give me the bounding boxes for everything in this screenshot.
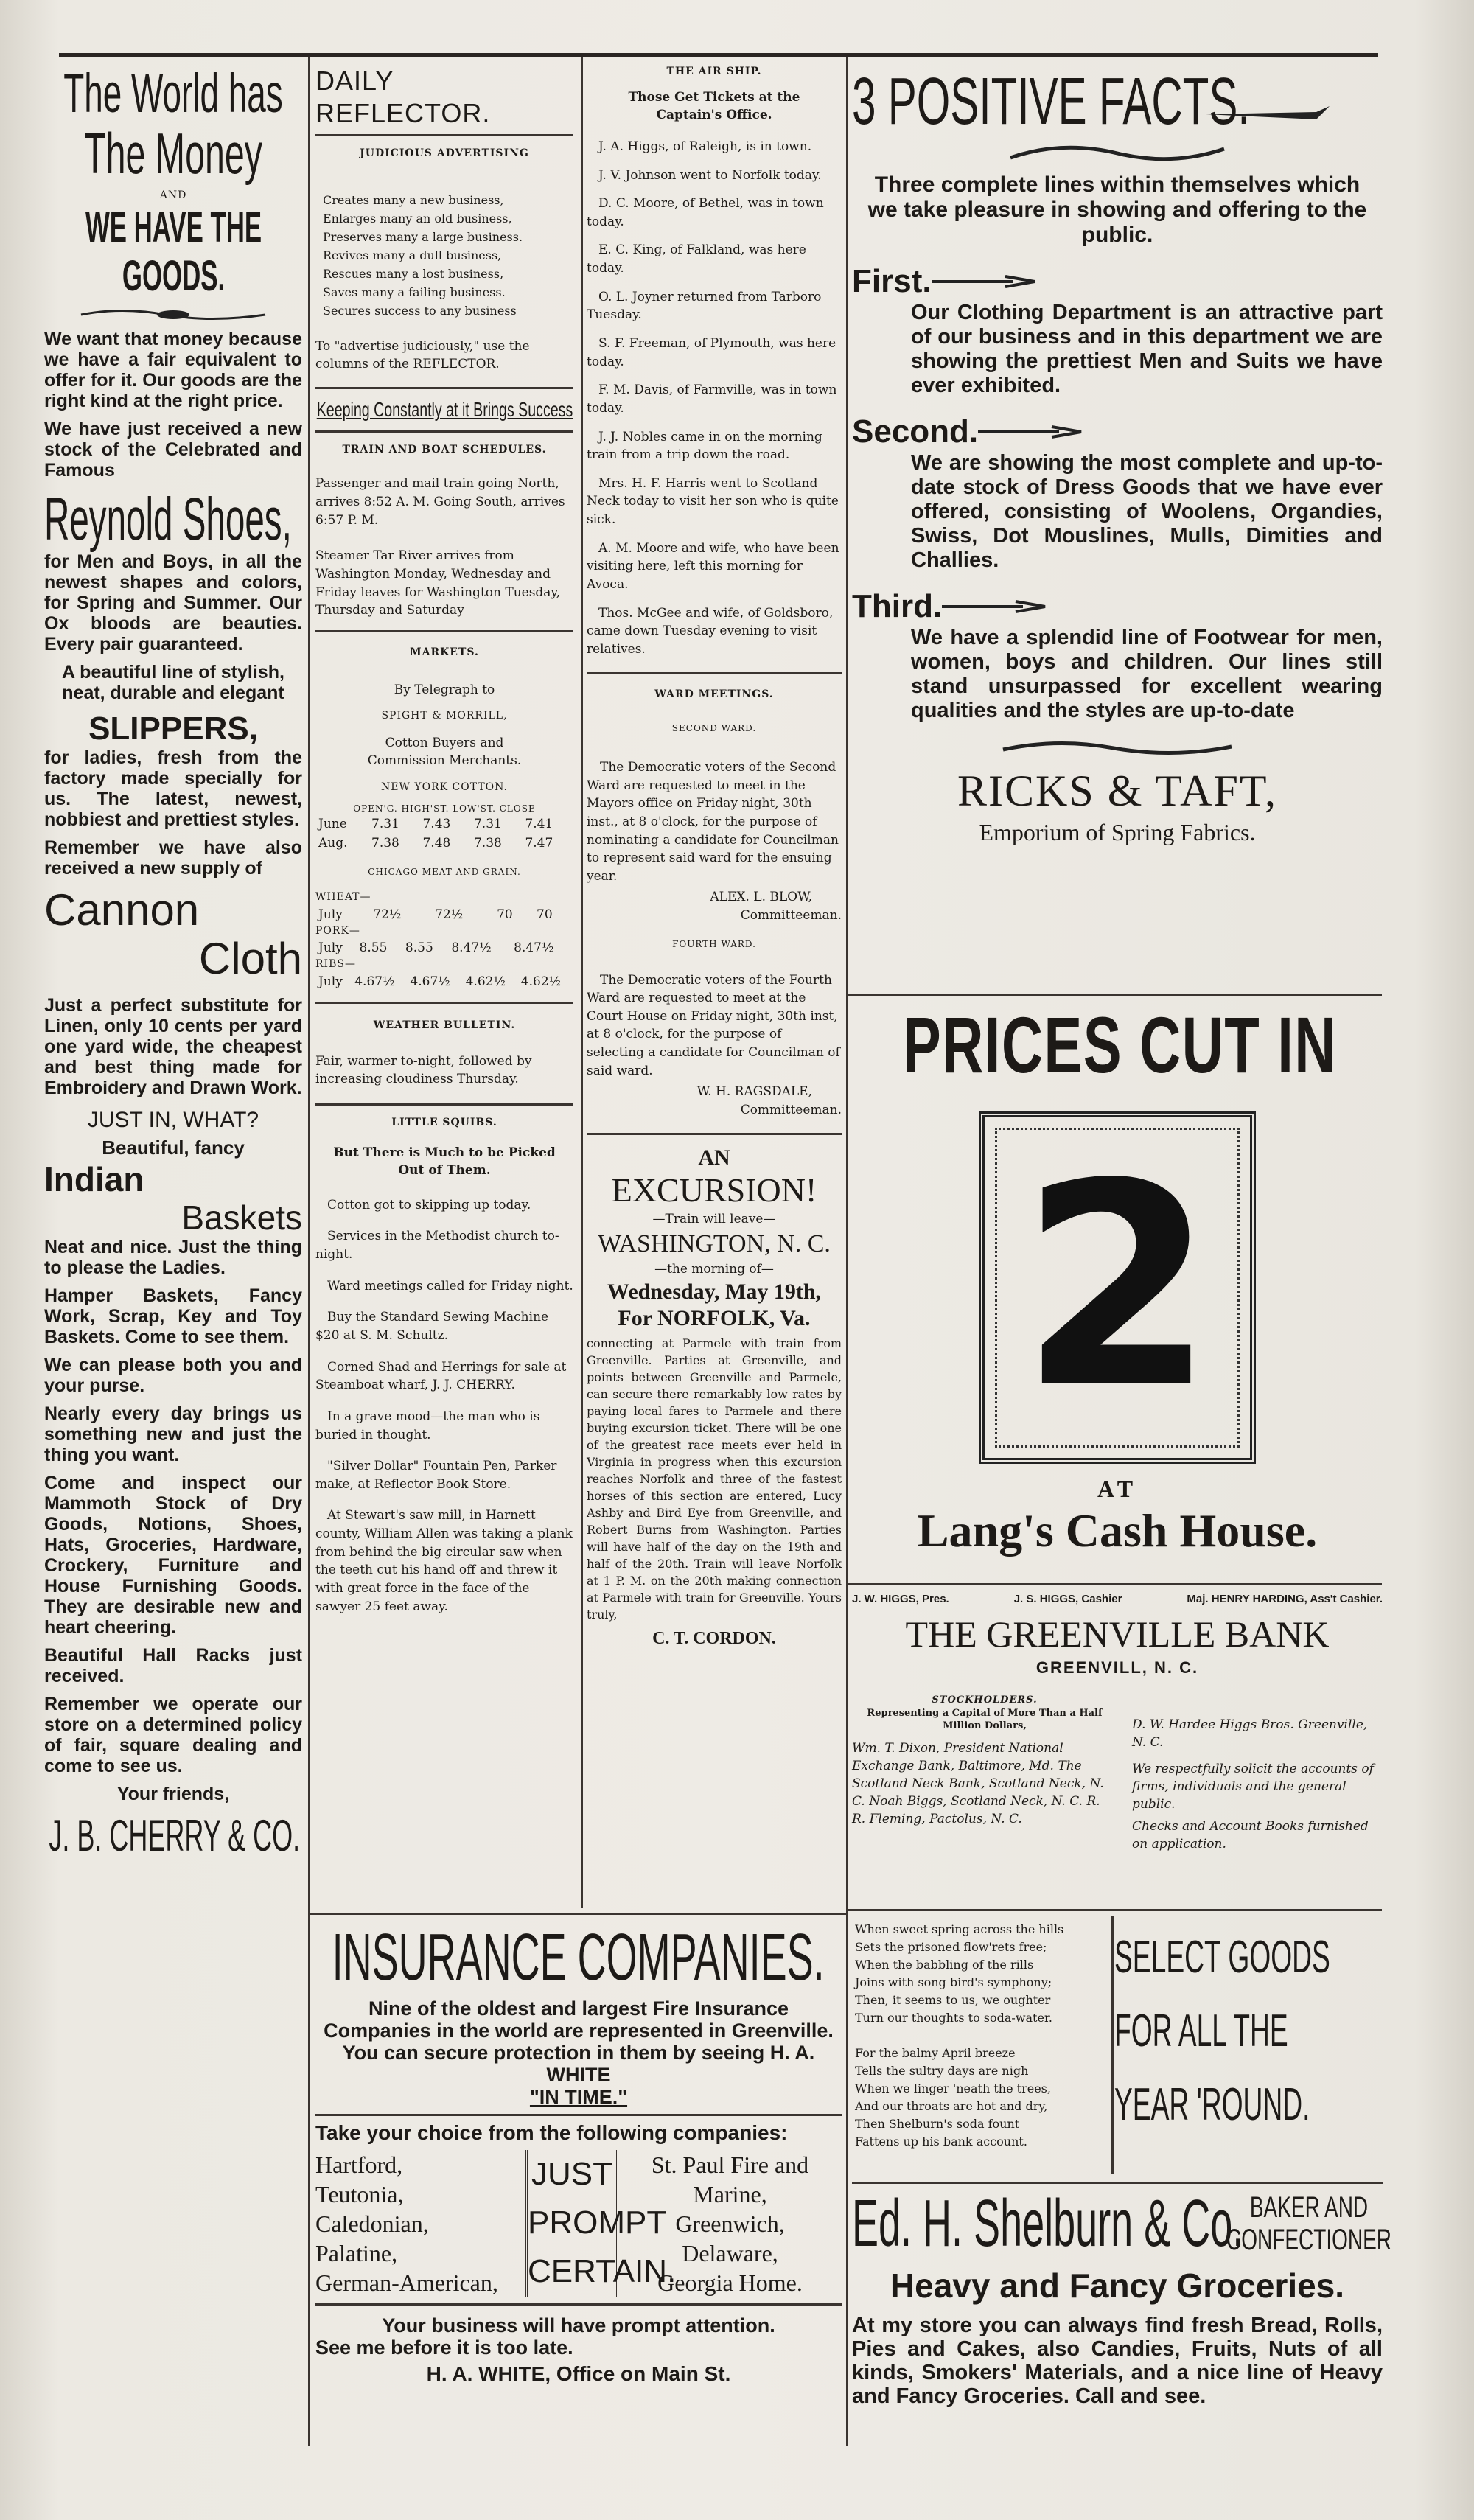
cotton-buyers: Cotton Buyers and Commission Merchants. xyxy=(367,735,522,769)
pointing-hand-icon xyxy=(942,599,1052,614)
train-schedule: Passenger and mail train going North, arrives 8:52 A. M. Going South, arrives 6:57 P. M. xyxy=(315,476,565,528)
airship-subheading: Those Get Tickets at the Captain's Office. xyxy=(628,89,800,123)
market-cell: 7.43 xyxy=(422,817,451,832)
company-name: Caledonian, xyxy=(315,2210,429,2237)
facts-intro: Three complete lines within themselves which we take pleasure in showing and offering to the public. xyxy=(867,172,1367,247)
market-cell: 8.47½ xyxy=(451,940,492,956)
select-goods-block xyxy=(1114,1921,1383,2142)
market-cell: 7.38 xyxy=(473,836,502,851)
companies-middle xyxy=(525,2150,677,2297)
poem-line: When we linger 'neath the trees, xyxy=(855,2081,1051,2095)
checks-text: Checks and Account Books furnished on application. xyxy=(1132,1819,1369,1851)
ny-cotton-columns: OPEN'G. HIGH'ST. LOW'ST. CLOSE xyxy=(353,803,536,814)
price-frame xyxy=(979,1111,1256,1464)
paragraph: Come and inspect our Mammoth Stock of Dry Goods, Notions, Shoes, Hats, Groceries, Hardware, Crockery, Furniture and House Furnishing Goods. They are desirable new and heart cheering. xyxy=(44,1472,302,1638)
reflector-column xyxy=(315,65,573,1629)
an-label: AN xyxy=(698,1145,730,1170)
advertising-line: Preserves many a large business. xyxy=(323,229,523,244)
poem-line: Sets the prisoned flow'rets free; xyxy=(855,1940,1047,1954)
market-cell: July xyxy=(318,974,343,990)
spight-morrill: SPIGHT & MORRILL, xyxy=(381,710,508,722)
market-cell: 4.67½ xyxy=(354,974,395,990)
ward-heading: WARD MEETINGS. xyxy=(654,688,774,700)
ny-cotton-table xyxy=(315,814,573,853)
third-text: We have a splendid line of Footwear for men, women, boys and children. Our lines still stand unsurpassed for excellent wearing qualities and the styles are up-to-date xyxy=(911,626,1383,722)
norfolk-destination: For NORFOLK, Va. xyxy=(618,1305,811,1330)
stockholders-list: Wm. T. Dixon, President National Exchange Bank, Baltimore, Md. The Scotland Neck Bank, Scotland Neck, N. C. Noah Biggs, Scotland Neck, N. C. R. R. Fleming, Pactolus, N. C. xyxy=(852,1741,1104,1827)
market-cell: 4.62½ xyxy=(520,974,562,990)
company-name: German-American, xyxy=(315,2269,498,2296)
poem-line: Joins with song bird's symphony; xyxy=(855,1975,1052,1989)
paragraph: We can please both you and your purse. xyxy=(44,1354,302,1396)
news-item: O. L. Joyner returned from Tarboro Tuesday. xyxy=(587,289,822,323)
company-name: Delaware, xyxy=(682,2240,778,2266)
confectioner-label: CONFECTIONER xyxy=(1226,2224,1391,2256)
poem-line: Fattens up his bank account. xyxy=(855,2135,1027,2149)
insurance-intro: Nine of the oldest and largest Fire Insurance Companies in the world are represented in Greenville. You can secure protection in them by seeing H. A. WHITE xyxy=(324,1997,834,2086)
excursion-text: connecting at Parmele with train from Greenville. Parties at Greenville, and points between Greenville and Parmele, can secure there remarkably low rates by paying local fares to Parmele and there buying excursion ticket. There will be one of the greatest race meets ever held in Virginia in progress when this excursion reaches Norfolk and three of the fastest horses of this section are entered, Lucy Ashby and Bird Eye from Greenville, and Robert Burns from Washington. Parties will have half of the day on the 19th and half of the 20th. Train will leave Norfolk at 1 P. M. on the 20th making connection at Parmele with train for Greenville. Yours truly, xyxy=(587,1336,842,1622)
stockholders-right: D. W. Hardee Higgs Bros. Greenville, N. C. xyxy=(1132,1717,1368,1750)
ricks-taft-name: RICKS & TAFT, xyxy=(957,767,1278,815)
advertising-lines xyxy=(315,191,573,320)
headline-world: The World has xyxy=(63,63,283,124)
news-item: S. F. Freeman, of Plymouth, was here today. xyxy=(587,336,836,369)
airship-heading: THE AIR SHIP. xyxy=(666,66,762,77)
market-cell: 8.47½ xyxy=(514,940,554,956)
squibs-heading: LITTLE SQUIBS. xyxy=(391,1116,497,1128)
company-name: Georgia Home. xyxy=(657,2269,803,2296)
advertising-line: Revives many a dull business, xyxy=(323,248,502,262)
paragraph: We want that money because we have a fair equivalent to offer for it. Our goods are the right kind at the right price. xyxy=(44,328,302,411)
morning-of: —the morning of— xyxy=(654,1262,774,1277)
cherry-signature: J. B. CHERRY & CO. xyxy=(49,1810,301,1860)
ricks-taft-advertisement xyxy=(852,65,1383,847)
poem-lines xyxy=(855,1921,1106,2151)
bank-officers xyxy=(852,1592,1383,1607)
news-item: E. C. King, of Falkland, was here today. xyxy=(587,242,806,276)
squib-item: Corned Shad and Herrings for sale at Steamboat wharf, J. J. CHERRY. xyxy=(315,1359,567,1393)
third-heading: Third. xyxy=(852,588,943,624)
market-row xyxy=(315,814,573,834)
market-cell: 4.67½ xyxy=(410,974,450,990)
advertising-line: Secures success to any business xyxy=(323,303,517,318)
company-name: Hartford, xyxy=(315,2151,403,2178)
poem-line: Turn our thoughts to soda-water. xyxy=(855,2011,1052,2025)
bank-officer: J. W. HIGGS, Pres. xyxy=(852,1593,949,1605)
wheat-label: WHEAT— xyxy=(315,891,371,904)
boat-schedule: Steamer Tar River arrives from Washington Monday, Wednesday and Friday leaves for Washington Tuesday, Thursday and Saturday xyxy=(315,548,561,618)
langs-cash-house: Lang's Cash House. xyxy=(917,1504,1318,1557)
indian-title: Indian xyxy=(44,1159,144,1198)
bank-officer: J. S. HIGGS, Cashier xyxy=(1013,1593,1122,1605)
solicit-text: We respectfully solicit the accounts of firms, individuals and the general public. xyxy=(1132,1762,1374,1812)
soda-poem xyxy=(855,1921,1106,2151)
weather-text: Fair, warmer to-night, followed by increasing cloudiness Thursday. xyxy=(315,1053,532,1087)
column-divider xyxy=(308,57,310,2446)
advertising-line: Saves many a failing business. xyxy=(323,285,506,299)
column-divider xyxy=(846,57,848,2446)
select-goods-line: SELECT GOODS xyxy=(1114,1932,1330,1983)
market-cell: 70 xyxy=(537,907,553,922)
company-name: Palatine, xyxy=(315,2240,398,2266)
squib-item: "Silver Dollar" Fountain Pen, Parker make, at Reflector Book Store. xyxy=(315,1459,557,1492)
advertising-note: To "advertise judiciously," use the columns of the REFLECTOR. xyxy=(315,338,530,372)
first-text: Our Clothing Department is an attractive part of our business and in this department we are showing the prettiest Men and Suits we have ever exhibited. xyxy=(911,301,1383,397)
poem-line: For the balmy April breeze xyxy=(855,2046,1016,2060)
and-label: AND xyxy=(159,189,187,201)
at-label: AT xyxy=(1097,1476,1138,1502)
first-heading: First. xyxy=(852,263,932,299)
advertising-line: Rescues many a lost business, xyxy=(323,266,504,281)
positive-facts-title: 3 POSITIVE FACTS. xyxy=(852,65,1250,139)
guarantee-word: JUST xyxy=(531,2156,612,2192)
market-cell: 72½ xyxy=(373,907,402,922)
paragraph: We have just received a new stock of the Celebrated and Famous xyxy=(44,418,302,481)
second-ward-text: The Democratic voters of the Second Ward are requested to meet in the Mayors office on Friday night, 30th inst., at 8 o'clock, for the purpose of nominating a candidate for Councilman to represent said ward for the ensuing year. xyxy=(587,760,839,884)
news-items xyxy=(587,138,842,659)
poem-line xyxy=(855,2027,1106,2045)
beautiful-fancy: Beautiful, fancy xyxy=(102,1136,245,1159)
ny-cotton-heading: NEW YORK COTTON. xyxy=(381,781,508,794)
squibs-subheading: But There is Much to be Picked Out of Them. xyxy=(333,1145,556,1179)
market-cell: 7.41 xyxy=(525,817,553,832)
select-goods-line: YEAR 'ROUND. xyxy=(1114,2079,1310,2130)
market-cell: July xyxy=(318,907,343,922)
market-cell: July xyxy=(318,940,343,956)
advertising-line: Enlarges many an old business, xyxy=(323,211,512,226)
advertising-heading: JUDICIOUS ADVERTISING xyxy=(360,147,529,159)
langs-advertisement xyxy=(852,1000,1383,1558)
market-cell: 7.31 xyxy=(473,817,502,832)
poem-line: And our throats are hot and dry, xyxy=(855,2099,1048,2113)
second-ward-role: Committeeman. xyxy=(740,908,842,924)
telegraph-line: By Telegraph to xyxy=(394,682,495,697)
weather-heading: WEATHER BULLETIN. xyxy=(373,1019,516,1032)
squibs-list xyxy=(315,1196,573,1616)
company-name: Marine, xyxy=(693,2181,767,2207)
signoff: Your friends, xyxy=(116,1783,230,1804)
bank-officer: Maj. HENRY HARDING, Ass't Cashier. xyxy=(1187,1593,1383,1605)
squib-item: Services in the Methodist church to-night. xyxy=(315,1229,559,1263)
news-item: Mrs. H. F. Harris went to Scotland Neck today to visit her son who is quite sick. xyxy=(587,475,839,528)
second-heading: Second. xyxy=(852,413,979,450)
market-cell: 4.62½ xyxy=(465,974,506,990)
news-item: A. M. Moore and wife, who have been visiting here, left this morning for Avoca. xyxy=(587,540,839,593)
market-cell: 7.47 xyxy=(525,836,553,851)
market-row xyxy=(315,834,573,853)
guarantee-word: PROMPT xyxy=(528,2205,667,2241)
poem-line: Then, it seems to us, we oughter xyxy=(855,1993,1051,2007)
companies-right xyxy=(618,2150,842,2297)
headline-goods: WE HAVE THE GOODS. xyxy=(85,203,262,300)
squib-item: Cotton got to skipping up today. xyxy=(327,1197,531,1212)
companies-left xyxy=(315,2150,525,2297)
market-cell: 70 xyxy=(497,907,513,922)
excursion-date: Wednesday, May 19th, xyxy=(607,1279,822,1304)
pork-label: PORK— xyxy=(315,924,360,937)
slippers-title: SLIPPERS, xyxy=(88,710,258,747)
poem-line: Then Shelburn's soda fount xyxy=(855,2117,1020,2131)
washington-title: WASHINGTON, N. C. xyxy=(598,1230,831,1258)
insurance-advertisement xyxy=(315,1922,842,2387)
ribs-table xyxy=(315,972,573,991)
baskets-title: Baskets xyxy=(181,1198,302,1237)
top-rule xyxy=(59,53,1378,57)
select-goods-line: FOR ALL THE xyxy=(1114,2006,1288,2056)
news-item: Thos. McGee and wife, of Goldsboro, came down Tuesday evening to visit relatives. xyxy=(587,605,834,657)
capital-line: Representing a Capital of More Than a Half Million Dollars, xyxy=(867,1708,1103,1732)
choice-heading: Take your choice from the following companies: xyxy=(315,2114,842,2146)
pointing-hand-icon xyxy=(978,425,1089,439)
in-time: "IN TIME." xyxy=(529,2086,628,2108)
market-cell: 7.48 xyxy=(422,836,451,851)
paragraph: Remember we have also received a new supply of xyxy=(44,837,302,879)
groceries-heading: Heavy and Fancy Groceries. xyxy=(890,2266,1345,2305)
shelburn-advertisement xyxy=(852,2182,1391,2408)
wheat-table xyxy=(315,905,573,924)
ribs-label: RIBS— xyxy=(315,958,356,971)
poem-line: When the babbling of the rills xyxy=(855,1958,1034,1972)
bank-city: GREENVILL, N. C. xyxy=(1035,1658,1199,1677)
cannon-title: Cannon xyxy=(44,884,200,935)
flourish-ornament xyxy=(77,307,269,323)
prompt-line: Your business will have prompt attention. xyxy=(382,2314,775,2336)
chicago-heading: CHICAGO MEAT AND GRAIN. xyxy=(368,867,521,878)
select-goods-lines xyxy=(1114,1921,1383,2142)
company-name: St. Paul Fire and xyxy=(651,2151,809,2178)
poem-line: When sweet spring across the hills xyxy=(855,1922,1064,1936)
just-in-heading: JUST IN, WHAT? xyxy=(87,1107,259,1132)
cloth-title: Cloth xyxy=(198,933,302,983)
squib-item: Buy the Standard Sewing Machine $20 at S. M. Schultz. xyxy=(315,1310,549,1343)
squib-item: In a grave mood—the man who is buried in thought. xyxy=(315,1409,540,1442)
cordon-signature: C. T. CORDON. xyxy=(652,1628,776,1648)
guarantee-word: CERTAIN. xyxy=(528,2253,677,2289)
paragraph: A beautiful line of stylish, neat, durable and elegant xyxy=(62,661,284,703)
market-cell: 8.55 xyxy=(359,940,388,956)
paragraph: Remember we operate our store on a determined policy of fair, square dealing and come to see us. xyxy=(44,1693,302,1776)
paragraph: for Men and Boys, in all the newest shapes and colors, for Spring and Summer. Our Ox bloods are beauties. Every pair guaranteed. xyxy=(44,551,302,655)
flourish-ornament xyxy=(1007,144,1228,162)
baker-label: BAKER AND xyxy=(1249,2191,1369,2224)
fourth-ward-sig: W. H. RAGSDALE, xyxy=(696,1084,812,1100)
paragraph: Nearly every day brings us something new and just the thing you want. xyxy=(44,1403,302,1465)
market-cell: 72½ xyxy=(435,907,464,922)
market-cell: Aug. xyxy=(318,836,348,851)
market-cell: 7.31 xyxy=(371,817,399,832)
paragraph: for ladies, fresh from the factory made specially for us. The latest, newest, nobbiest and prettiest styles. xyxy=(44,747,302,830)
keeping-heading: Keeping Constantly at it Brings Success xyxy=(316,397,573,421)
paragraph: Neat and nice. Just the thing to please the Ladies. xyxy=(44,1236,302,1278)
fourth-ward-text: The Democratic voters of the Fourth Ward are requested to meet at the Court House on Friday night, 30th inst, at 8 o'clock, for the purpose of selecting a candidate for Councilman of said ward. xyxy=(587,972,840,1078)
news-item: F. M. Davis, of Farmville, was in town today. xyxy=(587,383,837,416)
squib-item: Ward meetings called for Friday night. xyxy=(327,1278,573,1294)
markets-heading: MARKETS. xyxy=(410,646,479,658)
poem-line: Tells the sultry days are nigh xyxy=(855,2064,1029,2078)
squib-item: At Stewart's saw mill, in Harnett county, William Allen was taking a plank from behind the big circular saw when the teeth cut his hand off and threw it with great force in the face of the sawyer 25 feet away. xyxy=(315,1508,573,1614)
second-text: We are showing the most complete and up-to-date stock of Dress Goods that we have ever offered, consisting of Woolens, Organdies, Swiss, Dot Mouslines, Mulls, Dimities and Challies. xyxy=(911,451,1383,572)
paragraph: Hamper Baskets, Fancy Work, Scrap, Key and Toy Baskets. Come to see them. xyxy=(44,1285,302,1347)
pork-table xyxy=(315,938,573,957)
market-cell: 7.38 xyxy=(371,836,399,851)
prices-cut-title: PRICES CUT IN xyxy=(903,1000,1338,1089)
store-text: At my store you can always find fresh Bread, Rolls, Pies and Cakes, also Candies, Fruits, Nuts of all kinds, Smokers' Materials, and a nice line of Heavy and Fancy Groceries. Call and see. xyxy=(852,2314,1383,2408)
excursion-title: EXCURSION! xyxy=(611,1170,817,1209)
bank-name: THE GREENVILLE BANK xyxy=(905,1613,1330,1655)
flourish-ornament xyxy=(999,739,1235,757)
bank-advertisement xyxy=(852,1592,1383,1853)
pointing-hand-icon xyxy=(932,274,1042,289)
paragraph: Beautiful Hall Racks just received. xyxy=(44,1644,302,1686)
fourth-ward-role: Committeeman. xyxy=(740,1103,842,1118)
news-item: J. A. Higgs, of Raleigh, is in town. xyxy=(598,139,812,154)
advertising-line: Creates many a new business, xyxy=(323,192,504,207)
cherry-advertisement xyxy=(44,65,302,1860)
stockholders-heading: STOCKHOLDERS. xyxy=(932,1694,1038,1706)
fourth-ward-heading: FOURTH WARD. xyxy=(672,938,756,949)
market-row xyxy=(315,938,573,957)
second-ward-heading: SECOND WARD. xyxy=(671,723,757,734)
company-name: Greenwich, xyxy=(675,2210,785,2237)
column-divider xyxy=(581,57,583,1908)
masthead: DAILY REFLECTOR. xyxy=(315,66,491,128)
company-name: Teutonia, xyxy=(315,2181,404,2207)
second-ward-sig: ALEX. L. BLOW, xyxy=(710,890,812,905)
news-item: J. J. Nobles came in on the morning train from a trip down the road. xyxy=(587,429,822,463)
shelburn-name: Ed. H. Shelburn & Co. xyxy=(852,2187,1244,2261)
news-item: D. C. Moore, of Bethel, was in town today. xyxy=(587,196,824,229)
paragraph: Just a perfect substitute for Linen, only 10 cents per yard one yard wide, the cheapest and best thing made for Embroidery and Drawn Work. xyxy=(44,994,302,1098)
emporium-line: Emporium of Spring Fabrics. xyxy=(979,819,1256,845)
train-heading: TRAIN AND BOAT SCHEDULES. xyxy=(342,443,547,456)
see-me-line: See me before it is too late. xyxy=(315,2336,573,2359)
market-row xyxy=(315,905,573,924)
market-cell: 8.55 xyxy=(405,940,433,956)
market-row xyxy=(315,972,573,991)
news-item: J. V. Johnson went to Norfolk today. xyxy=(598,167,822,183)
market-cell: June xyxy=(318,817,347,832)
white-signature: H. A. WHITE, Office on Main St. xyxy=(426,2362,731,2385)
price-number: 2 xyxy=(1019,1123,1215,1450)
reynold-shoes-title: Reynold Shoes, xyxy=(44,485,292,553)
headline-money: The Money xyxy=(84,121,262,186)
insurance-title: INSURANCE COMPANIES. xyxy=(332,1921,825,1994)
train-leave: —Train will leave— xyxy=(652,1211,776,1226)
local-news-column xyxy=(587,65,842,1650)
